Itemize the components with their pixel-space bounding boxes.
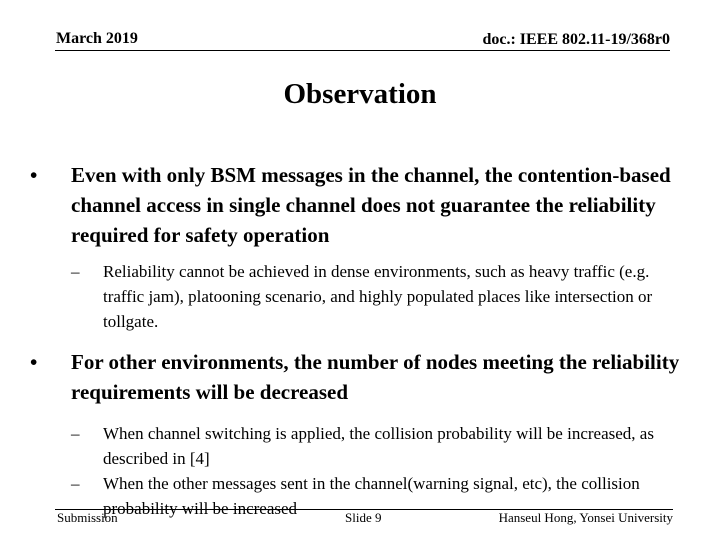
bullet-item [30,347,690,407]
bullet-item [30,160,690,250]
dash-bullet-icon: – [71,424,80,443]
footer-author: Hanseul Hong, Yonsei University [498,510,673,525]
sub-bullet-text: When channel switching is applied, the collision probability will be increased, as described in [4] [103,424,654,468]
slide-title: Observation [283,78,437,110]
sub-bullet-text: Reliability cannot be achieved in dense environments, such as heavy traffic (e.g. traffic jam), platooning scenario, and highly populated places like intersection or tollgate. [103,262,653,331]
sub-bullet-item [71,259,690,334]
sub-bullet-item [71,421,690,471]
footer-slide-number: Slide 9 [345,510,382,525]
sub-bullet-text: When the other messages sent in the channel(warning signal, etc), the collision probability will be increased [103,474,640,518]
bullet-text: For other environments, the number of nodes meeting the reliability requirements will be decreased [71,350,680,404]
footer-submission: Submission [57,510,118,525]
header-date: March 2019 [56,30,138,47]
dash-bullet-icon: – [71,262,80,281]
slide-body [30,160,690,521]
header-doc-id: doc.: IEEE 802.11-19/368r0 [482,31,670,48]
bullet-dot-icon: • [30,350,38,374]
dash-bullet-icon: – [71,474,80,493]
bullet-text: Even with only BSM messages in the channel, the contention-based channel access in single channel does not guarantee the reliability required for safety operation [71,163,671,247]
header-divider [55,50,670,51]
bullet-dot-icon: • [30,163,38,187]
